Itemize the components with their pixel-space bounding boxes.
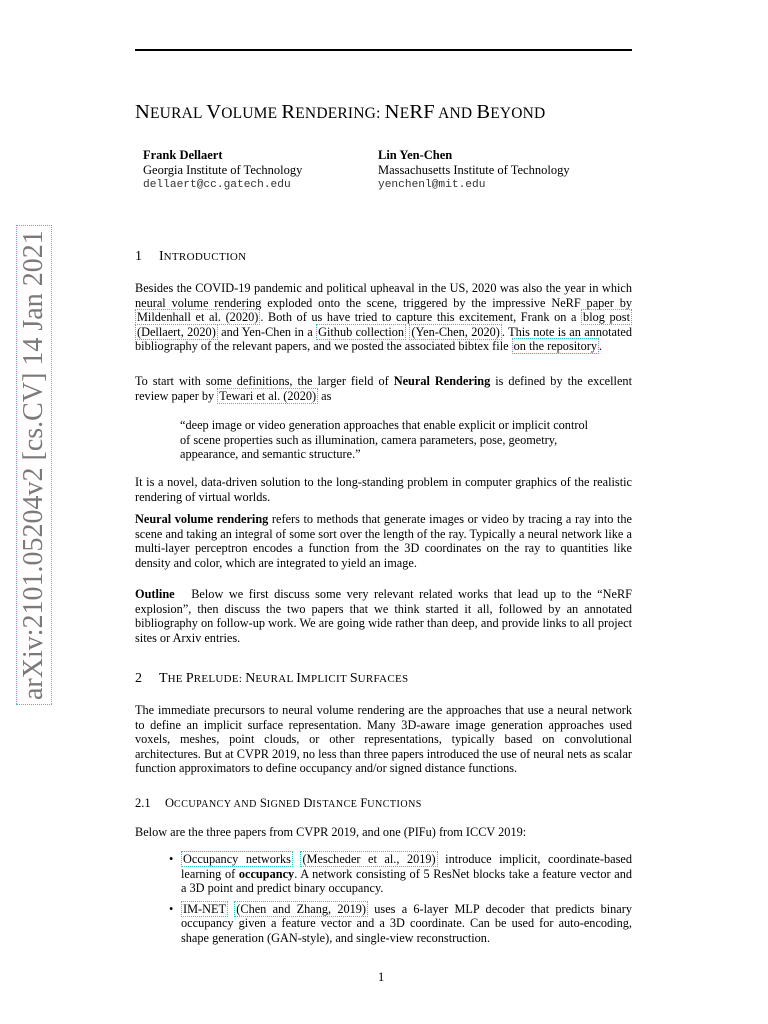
citation-link[interactable]: (Chen and Zhang, 2019) xyxy=(236,901,367,916)
blog-post-link[interactable]: blog post xyxy=(583,310,631,325)
page-number: 1 xyxy=(378,970,385,984)
github-collection-link[interactable]: Github collection xyxy=(318,324,405,339)
author-email[interactable]: dellaert@cc.gatech.edu xyxy=(143,179,291,191)
list-item: • Occupancy networks (Mescheder et al., 2019) introduce implicit, coordinate-based learning of occupancy. A network consisting of 5 ResNet blocks take a feature vector and a 3D point and predict binary occupancy. xyxy=(169,852,632,896)
citation-link[interactable]: Tewari et al. (2020) xyxy=(219,388,317,403)
section-heading-introduction: 1 INTRODUCTION xyxy=(135,249,247,264)
subsection-heading-occupancy: 2.1 OCCUPANCY AND SIGNED DISTANCE FUNCTIONS xyxy=(135,796,422,810)
paper-title: NEURAL VOLUME RENDERING: NERF AND BEYOND xyxy=(135,101,546,123)
author-block xyxy=(143,148,302,193)
arxiv-identifier-stamp[interactable]: arXiv:2101.05204v2 [cs.CV] 14 Jan 2021 xyxy=(16,225,52,705)
bullet-glyph: • xyxy=(169,901,174,916)
citation-link[interactable]: (Mescheder et al., 2019) xyxy=(302,852,436,866)
section-heading-prelude: 2 THE PRELUDE: NEURAL IMPLICIT SURFACES xyxy=(135,671,409,686)
paper-list xyxy=(135,852,632,946)
author-email[interactable]: yenchenl@mit.edu xyxy=(378,179,486,191)
author-affiliation: Massachusetts Institute of Technology xyxy=(378,163,570,177)
intro-paragraph-4: Neural volume rendering refers to methods that generate images or video by tracing a ray into the scene and taking an integral of some sort over the length of the ray. Typically a neural network like a multi-layer perceptron encodes a function from the 3D coordinates on the ray to quantities like density and color, which are integrated to yield an image. xyxy=(135,512,633,570)
intro-paragraph-1: Besides the COVID-19 pandemic and political upheaval in the US, 2020 was also the year in which neural volume rendering exploded onto the scene, triggered by the impressive NeRF paper by Mildenhall et al. (2020) . Both of us have tried to capture this excitement, Frank on a blog post (Dellaert, 2020) and Yen-Chen in a Github collection (Yen-Chen, 2020) . This note is an annotated bibliography of the relevant papers, and we posted the associated bibtex file on the repository . xyxy=(135,281,633,354)
citation-link[interactable]: Mildenhall et al. (2020) xyxy=(137,310,259,325)
author-block xyxy=(378,148,570,193)
outline-paragraph: Outline Below we first discuss some very relevant related works that lead up to the “NeRF explosion”, then discuss the two papers that we think started it all, followed by an annotated bibliography on follow-up work. We are going wide rather than deep, and provide links to all project sites or Arxiv entries. xyxy=(135,587,636,645)
list-item: • IM-NET (Chen and Zhang, 2019) uses a 6-layer MLP decoder that predicts binary occupancy given a feature vector and a 3D coordinate. Can be used for auto-encoding, shape generation (GAN-style), and single-view reconstruction. xyxy=(169,901,632,945)
intro-paragraph-3: It is a novel, data-driven solution to the long-standing problem in computer graphics of the realistic rendering of virtual worlds. xyxy=(135,475,632,504)
prelude-paragraph: The immediate precursors to neural volume rendering are the approaches that use a neural network to define an implicit surface representation. Many 3D-aware image generation approaches used voxels, meshes, point clouds, or other representations, typically based on convolutional architectures. But at CVPR 2019, no less than three papers introduced the use of neural nets as scalar function approximators to define occupancy and/or signed distance functions. xyxy=(135,703,632,776)
definition-quote: “deep image or video generation approaches that enable explicit or implicit control of scene properties such as illumination, camera parameters, pose, geometry, appearance, and semantic structure.” xyxy=(180,418,589,462)
citation-link[interactable]: (Dellaert, 2020) xyxy=(137,324,216,339)
project-link[interactable]: IM-NET xyxy=(183,901,227,916)
project-link[interactable]: Occupancy networks xyxy=(183,852,291,866)
citation-link[interactable]: (Yen-Chen, 2020) xyxy=(411,324,500,339)
intro-paragraph-2: To start with some definitions, the larger field of Neural Rendering is defined by the excellent review paper by Tewari et al. (2020) as xyxy=(135,374,632,403)
author-name: Frank Dellaert xyxy=(143,148,223,162)
author-name: Lin Yen-Chen xyxy=(378,148,453,162)
repository-link[interactable]: on the repository xyxy=(513,339,597,354)
cvpr-papers-intro: Below are the three papers from CVPR 2019, and one (PIFu) from ICCV 2019: xyxy=(135,825,527,839)
top-rule xyxy=(135,49,632,51)
author-affiliation: Georgia Institute of Technology xyxy=(143,163,303,177)
bullet-glyph: • xyxy=(169,852,174,866)
